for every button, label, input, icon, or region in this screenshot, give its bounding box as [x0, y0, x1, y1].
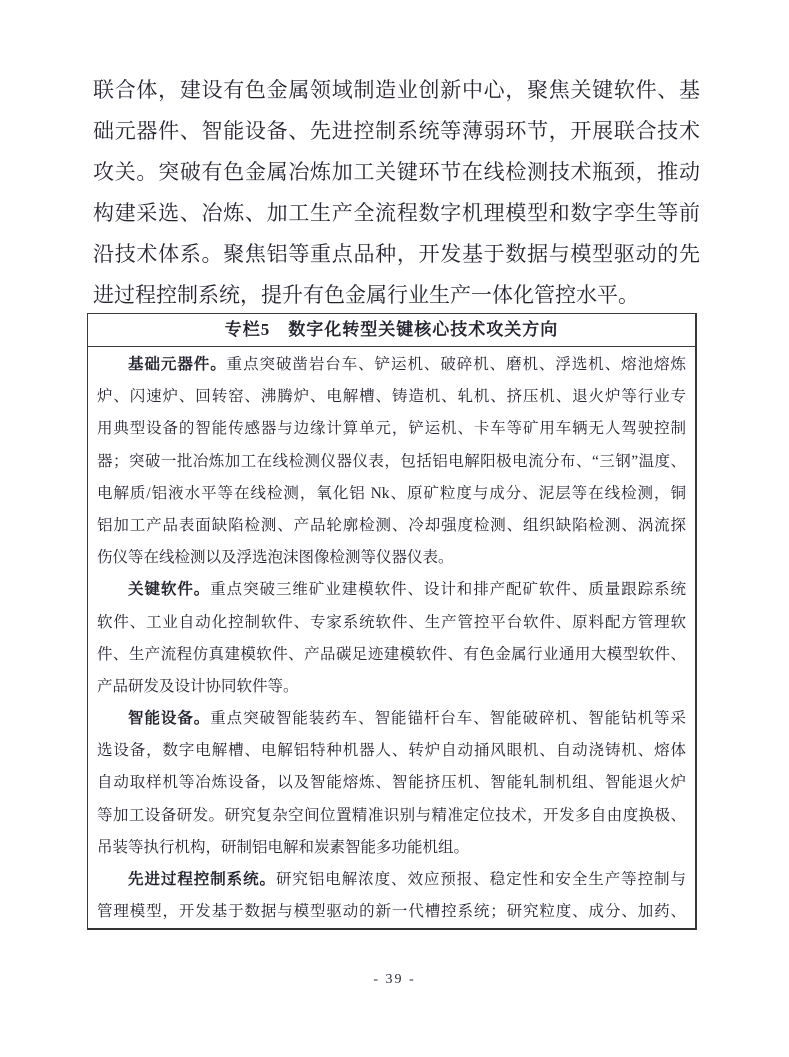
text-line: 攻关。突破有色金属冶炼加工关键环节在线检测技术瓶颈，推动: [93, 160, 700, 184]
text-line: 联合体，建设有色金属领域制造业创新中心，聚焦关键软件、基: [93, 78, 700, 102]
text-line: 础元器件、智能设备、先进控制系统等薄弱环节，开展联合技术: [93, 119, 700, 143]
paragraph-lead: 先进过程控制系统。: [128, 871, 276, 888]
paragraph-lead: 智能设备。: [128, 710, 211, 728]
box-paragraph-line: 选设备，数字电解槽、电解铝特种机器人、转炉自动捅风眼机、自动浇铸机、熔体: [97, 742, 686, 760]
box-paragraph-line: [97, 864, 686, 896]
box-paragraph-line: 器；突破一批冶炼加工在线检测仪器仪表，包括铝电解阳极电流分布、“三钢”温度、: [97, 452, 686, 470]
box-paragraph-line: 等加工设备研发。研究复杂空间位置精准识别与精准定位技术，开发多自由度换极、: [97, 806, 686, 824]
box-paragraph-line: 炉、闪速炉、回转窑、沸腾炉、电解槽、铸造机、轧机、挤压机、退火炉等行业专: [97, 388, 686, 406]
box-paragraph-line: 管理模型，开发基于数据与模型驱动的新一代槽控系统；研究粒度、成分、加药、: [97, 903, 686, 921]
box-body: [88, 347, 695, 928]
box-paragraph-line: 吊装等执行机构，研制铝电解和炭素智能多功能机组。: [97, 838, 470, 856]
page-number: - 39 -: [373, 972, 416, 987]
box-paragraph-line: [97, 574, 686, 606]
box-paragraph-line: [97, 349, 686, 381]
paragraph-text: 研究铝电解浓度、效应预报、稳定性和安全生产等控制与: [275, 871, 686, 888]
box-paragraph-line: 铝加工产品表面缺陷检测、产品轮廓检测、冷却强度检测、组织缺陷检测、涡流探: [97, 516, 686, 534]
box-paragraph-line: 件、生产流程仿真建模软件、产品碳足迹建模软件、有色金属行业通用大模型软件、: [97, 645, 686, 663]
box-paragraph-line: 用典型设备的智能传感器与边缘计算单元，铲运机、卡车等矿用车辆无人驾驶控制: [97, 420, 686, 438]
box-paragraph-line: 电解质/铝液水平等在线检测，氧化铝 Nk、原矿粒度与成分、泥层等在线检测，铜: [97, 484, 686, 502]
body-paragraph: [93, 70, 700, 316]
paragraph-text: 重点突破凿岩台车、铲运机、破碎机、磨机、浮选机、熔池熔炼: [226, 356, 686, 373]
box-paragraph-line: 产品研发及设计协同软件等。: [97, 677, 299, 695]
paragraph-lead: 关键软件。: [128, 581, 211, 599]
box-title: 专栏5 数字化转型关键核心技术攻关方向: [88, 314, 695, 347]
box-paragraph-line: [97, 703, 686, 735]
paragraph-text: 重点突破三维矿业建模软件、设计和排产配矿软件、质量跟踪系统: [210, 581, 686, 599]
text-line: 进过程控制系统，提升有色金属行业生产一体化管控水平。: [93, 283, 639, 307]
box-paragraph-line: 自动取样机等冶炼设备，以及智能熔炼、智能挤压机、智能轧制机组、智能退火炉: [97, 774, 686, 792]
box-paragraph-line: 软件、工业自动化控制软件、专家系统软件、生产管控平台软件、原料配方管理软: [97, 613, 686, 631]
callout-box: [87, 313, 697, 930]
paragraph-text: 重点突破智能装药车、智能锚杆台车、智能破碎机、智能钻机等采: [210, 710, 686, 728]
paragraph-lead: 基础元器件。: [128, 356, 227, 373]
text-line: 沿技术体系。聚焦铝等重点品种，开发基于数据与模型驱动的先: [93, 242, 700, 266]
text-line: 构建采选、冶炼、加工生产全流程数字机理模型和数字孪生等前: [93, 201, 700, 225]
box-paragraph-line: 伤仪等在线检测以及浮选泡沫图像检测等仪器仪表。: [97, 549, 454, 567]
